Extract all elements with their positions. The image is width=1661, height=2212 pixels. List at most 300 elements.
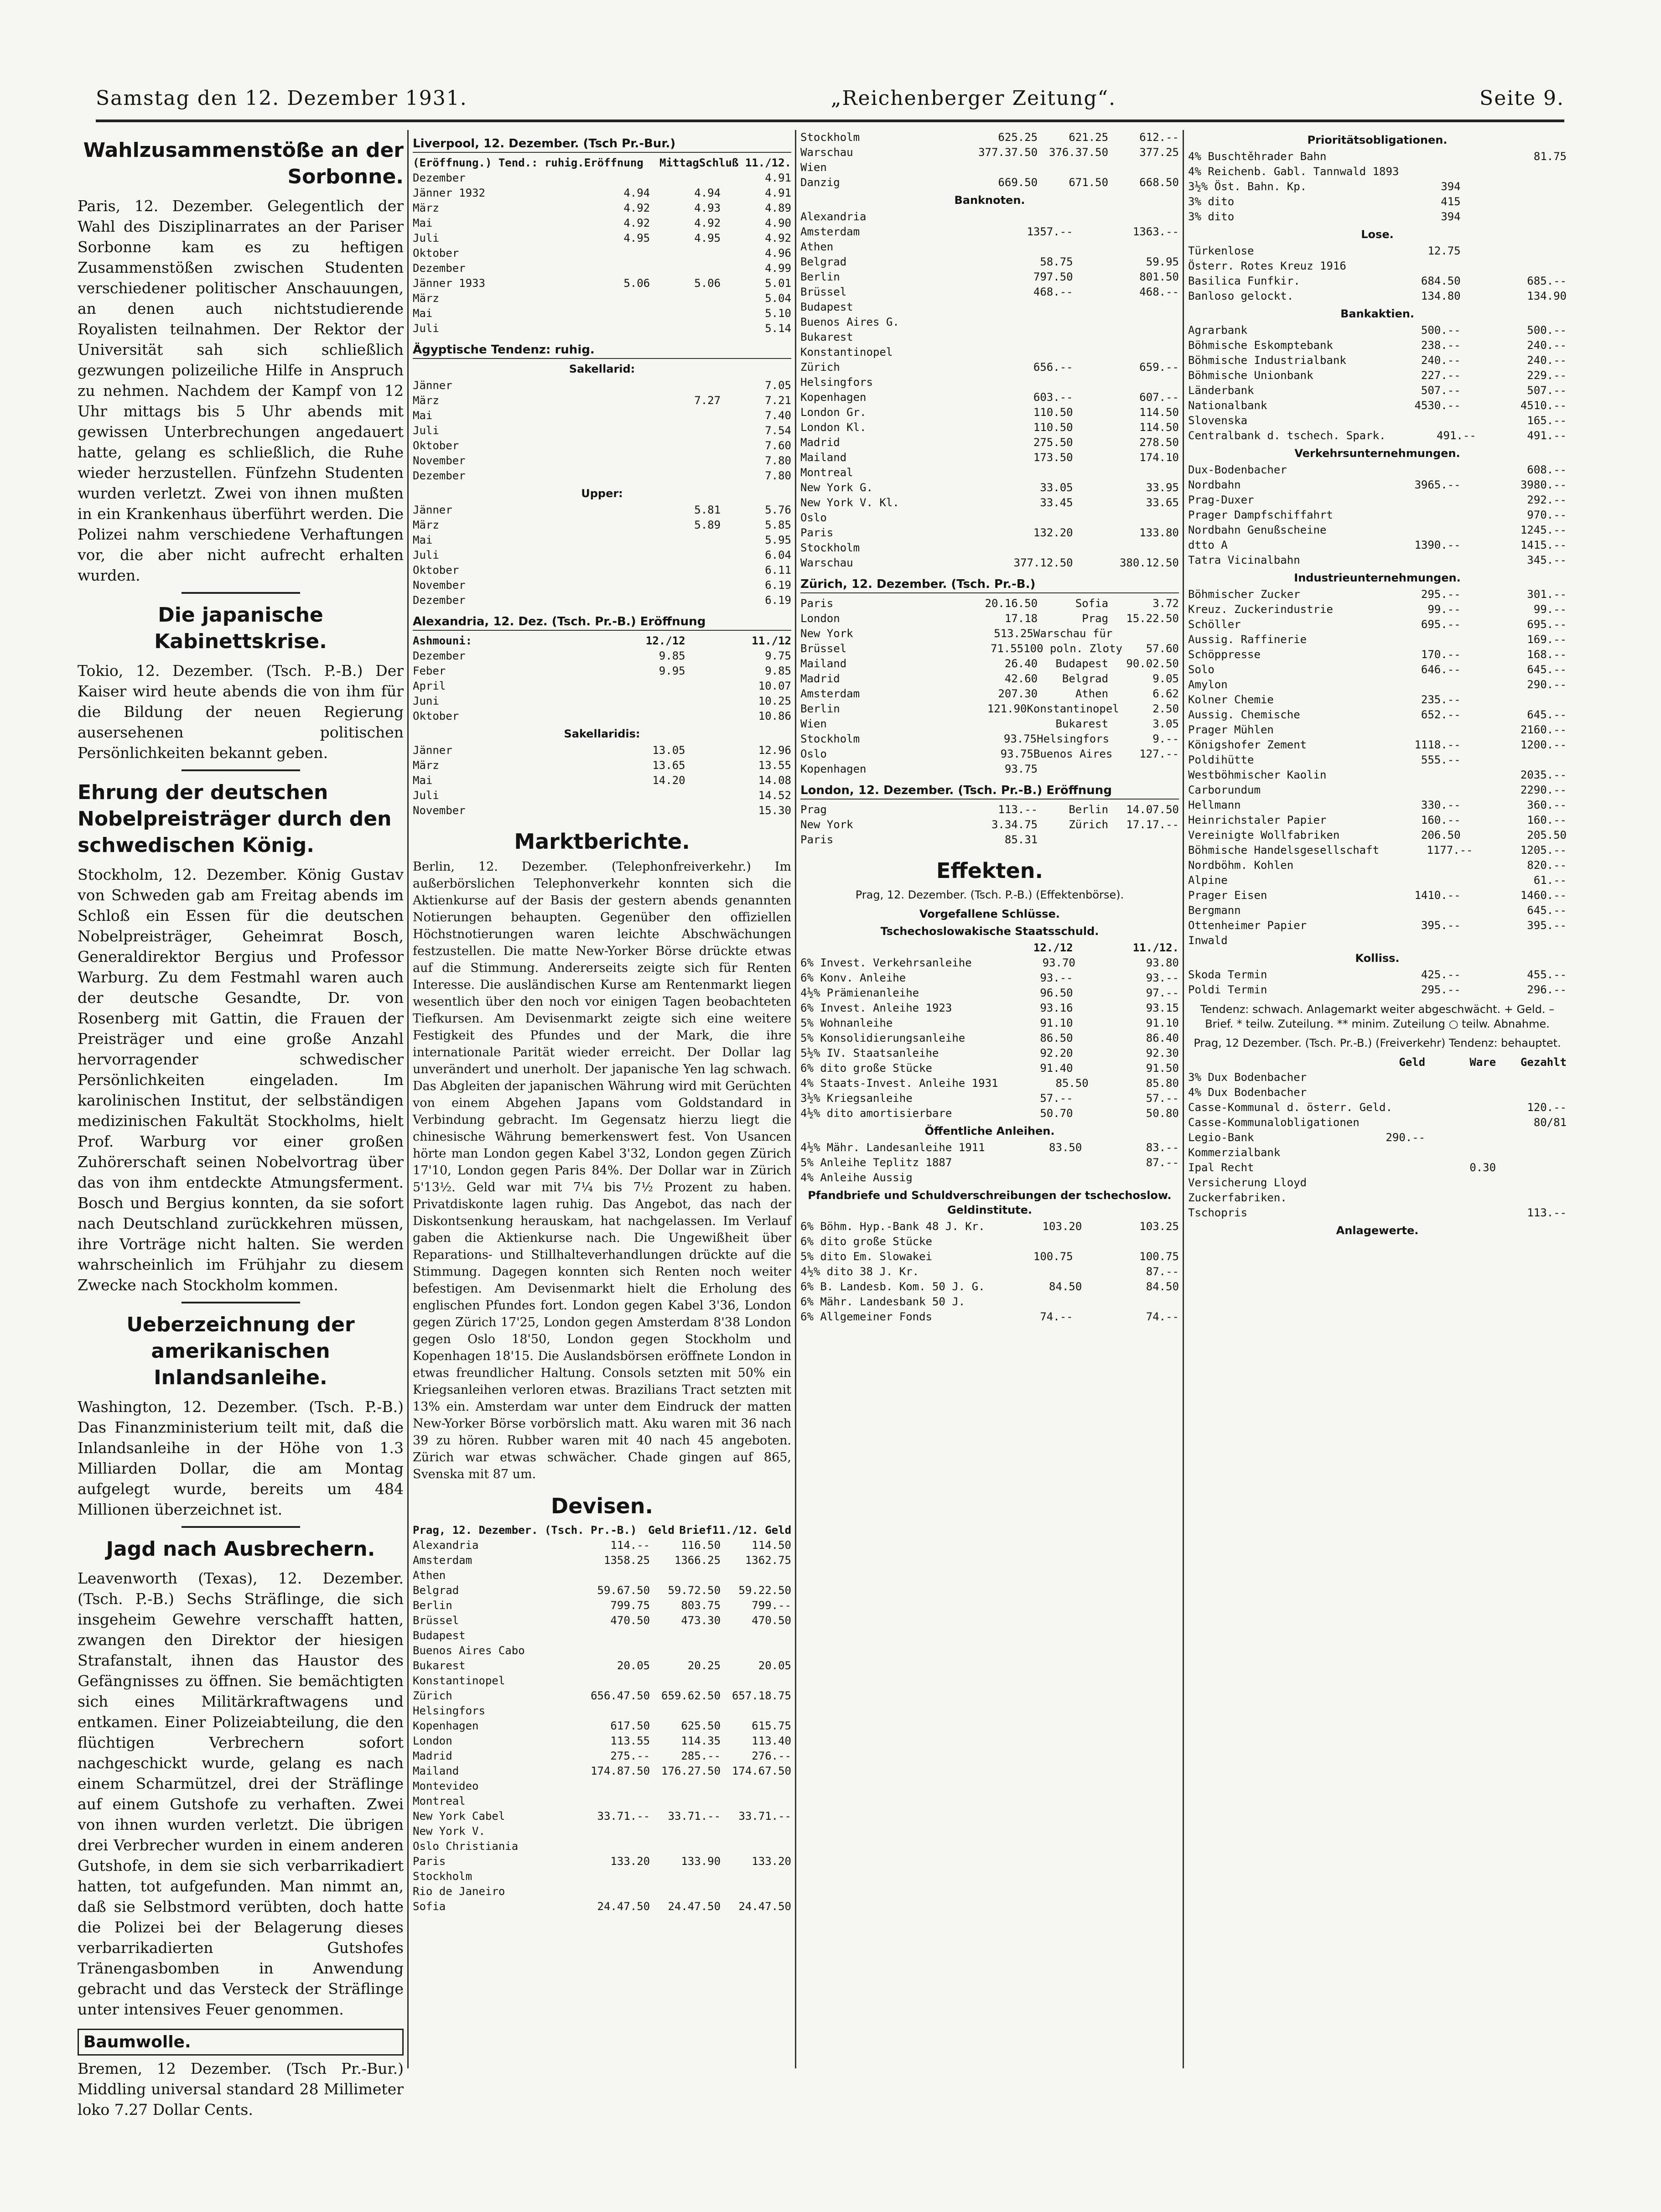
row-value — [650, 1703, 721, 1719]
row-value: 127.-- — [1139, 748, 1179, 760]
row-label: Athen — [413, 1569, 446, 1582]
tendenz-table — [1188, 1055, 1567, 1220]
row-label: 6% B. Landesb. Kom. 50 J. G. — [800, 1280, 985, 1293]
row-value: 278.50 — [1139, 436, 1179, 449]
table-row — [413, 1749, 791, 1764]
row-value — [1360, 1115, 1428, 1130]
row-value: 24.47.50 — [668, 1900, 721, 1913]
row-label: Alpine — [1188, 874, 1228, 887]
row-label: Tatra Vicinalbahn — [1188, 554, 1300, 566]
row-value — [721, 1673, 791, 1688]
row-value: 9.95 — [659, 665, 685, 677]
row-value — [579, 709, 685, 724]
row-label: Budapest — [800, 301, 853, 313]
row-value — [579, 1794, 650, 1809]
table-row — [413, 1884, 791, 1899]
row-value: 114.50 — [752, 1539, 791, 1552]
row-value: 61.-- — [1533, 874, 1567, 887]
row-value — [650, 408, 721, 423]
row-label: März — [413, 394, 439, 407]
row-value: Geld — [1399, 1056, 1426, 1069]
row-value — [579, 246, 650, 261]
row-value — [1461, 244, 1567, 259]
row-value: 93.75 — [1000, 748, 1033, 760]
row-label: Carborundum — [1188, 784, 1261, 796]
row-value — [579, 1839, 650, 1854]
row-label: Basilica Funfkir. — [1188, 275, 1300, 287]
table-row — [413, 1869, 791, 1884]
row-value — [650, 1824, 721, 1839]
row-value: 491.-- — [1437, 429, 1476, 442]
row-value: 134.80 — [1421, 290, 1461, 302]
column-markets — [413, 130, 791, 2068]
row-value: 113.-- — [998, 803, 1038, 816]
row-label: Böhmischer Zucker — [1188, 588, 1300, 601]
row-value: 86.50 — [1040, 1032, 1073, 1044]
row-value: 58.75 — [1040, 255, 1073, 268]
row-value: Budapest — [1055, 657, 1109, 670]
row-value — [1496, 1070, 1567, 1085]
table-row — [800, 1046, 1179, 1061]
table-row — [1188, 982, 1567, 997]
row-value — [650, 1839, 721, 1854]
row-value: 1410.-- — [1414, 889, 1461, 902]
row-label: Brüssel — [800, 286, 847, 298]
row-value: 1200.-- — [1520, 738, 1567, 751]
table-row — [800, 747, 1179, 762]
row-value: 4.92 — [623, 202, 650, 214]
table-row — [413, 1809, 791, 1824]
row-value — [1355, 903, 1460, 918]
table-row — [800, 450, 1179, 465]
table-row — [1188, 828, 1567, 843]
row-value: 395.-- — [1421, 919, 1461, 932]
row-label: 4½% dito 38 J. Kr. — [800, 1265, 919, 1278]
row-value — [1355, 1145, 1425, 1160]
row-value: 100.75 — [1033, 1250, 1073, 1263]
row-label: New York V. Kl. — [800, 496, 899, 509]
row-label: Jänner — [413, 504, 452, 516]
row-value: 7.21 — [765, 394, 791, 407]
liverpool-table — [413, 156, 791, 336]
zuerich-title: Zürich, 12. Dezember. (Tsch. Pr.-B.) — [800, 576, 1179, 593]
row-label: Paris — [800, 526, 834, 539]
row-label: Ottenheimer Papier — [1188, 919, 1307, 932]
row-value: 96.50 — [1040, 987, 1073, 999]
row-label: London Kl. — [800, 421, 867, 434]
row-value — [1073, 510, 1179, 525]
row-value — [967, 375, 1073, 390]
row-value: 165.-- — [1527, 414, 1567, 427]
table-row — [1188, 1085, 1567, 1100]
row-label: London Gr. — [800, 406, 867, 419]
table-row — [1188, 413, 1567, 428]
row-value — [650, 453, 721, 468]
row-label: Tschopris — [1188, 1206, 1248, 1219]
industrie-title: Industrieunternehmungen. — [1294, 571, 1461, 584]
row-value: 133.20 — [610, 1855, 650, 1868]
row-value: 3.05 — [1152, 717, 1179, 730]
row-value: 33.71.-- — [668, 1810, 721, 1823]
table-row — [800, 802, 1179, 817]
row-value — [579, 321, 650, 336]
row-label: Bergmann — [1188, 904, 1241, 917]
verkehr-title: Verkehrsunternehmungen. — [1294, 447, 1460, 460]
table-row — [800, 1016, 1179, 1031]
row-label: Casse-Kommunal d. österr. Geld. — [1188, 1101, 1392, 1114]
row-value — [1073, 540, 1179, 556]
row-label: Stockholm — [800, 541, 860, 554]
row-value — [967, 1294, 1073, 1309]
row-label: Buenos Aires G. — [800, 316, 899, 328]
bankaktien-table — [1188, 323, 1567, 443]
row-value: 1205.-- — [1520, 844, 1567, 857]
row-label — [800, 940, 967, 955]
row-label: Kreuz. Zuckerindustrie — [1188, 603, 1333, 616]
table-row — [800, 1091, 1179, 1106]
table-row — [413, 563, 791, 578]
row-value: 4.95 — [694, 232, 721, 244]
table-row — [800, 160, 1179, 175]
row-value: 3.72 — [1152, 597, 1179, 610]
row-value — [1108, 832, 1179, 847]
row-value: 110.50 — [1033, 421, 1073, 434]
table-row — [1188, 1205, 1567, 1220]
row-value: Belgrad — [1062, 672, 1109, 685]
row-label: Juni — [413, 695, 439, 707]
table-row — [413, 1538, 791, 1553]
table-row — [1188, 462, 1567, 478]
row-value — [721, 1643, 791, 1658]
row-value: 9.-- — [1152, 732, 1179, 745]
row-label: 3½% Kriegsanleihe — [800, 1092, 913, 1105]
table-row — [1188, 289, 1567, 304]
row-value: 6.19 — [765, 594, 791, 607]
table-row — [800, 285, 1179, 300]
article-headline: Jagd nach Ausbrechern. — [106, 1537, 375, 1561]
row-value — [1073, 1170, 1179, 1185]
row-value: 1118.-- — [1414, 738, 1461, 751]
row-label: Mai — [413, 307, 433, 320]
table-row — [800, 510, 1179, 525]
row-value — [1073, 375, 1179, 390]
row-label: Türkenlose — [1188, 244, 1254, 257]
row-value — [1461, 259, 1567, 274]
row-value — [579, 378, 650, 393]
table-row — [800, 1249, 1179, 1264]
row-label: Montreal — [413, 1795, 466, 1807]
row-label: 6% Konv. Anleihe — [800, 971, 906, 984]
table-row — [413, 758, 791, 773]
row-value: 92.30 — [1146, 1047, 1179, 1059]
row-value: 5.89 — [694, 519, 721, 531]
effekten-subtitle: Prag, 12. Dezember. (Tsch. P.-B.) (Effektenbörse). — [855, 888, 1124, 901]
table-row — [800, 817, 1179, 832]
table-row — [800, 1076, 1179, 1091]
row-label: Bukarest — [413, 1659, 466, 1672]
row-label: Dezember — [413, 469, 466, 482]
row-value: 645.-- — [1527, 708, 1567, 721]
row-value: 695.-- — [1421, 618, 1461, 631]
table-row — [800, 1309, 1179, 1324]
row-label: Wien — [800, 161, 827, 174]
row-label: Rio de Janeiro — [413, 1885, 505, 1898]
row-value: 59.95 — [1146, 255, 1179, 268]
table-row — [1188, 368, 1567, 383]
article-body: Leavenworth (Texas), 12. Dezember. (Tsch. P.-B.) Sechs Sträflinge, die sich insgeheim Gewehre verschafft hatten, zwangen den Direktor der hiesigen Strafanstalt, ihnen das Haustor des Gefängnisses zu öffnen. Sie bemächtigten sich eines Militärkraftwagens und entkamen. Einer Polizeiabteilung, die den flüchtigen Verbrechern sofort nachgeschickt wurde, gelang es nach einem Scharmützel, drei der Sträflinge auf einem Gutshofe zu verhaften. Zwei von ihnen wurden verletzt. Die übrigen drei Verbrecher wurden in einem anderen Gutshofe, in dem sie sich verbarrikadiert hatten, tot aufgefunden. Man nimmt an, daß sie Selbstmord verübten, doch hatte die Polizei bei der Belagerung dieses verbarrikadierten Gutshofes Tränengasbomben in Anwendung gebracht und das Versteck der Sträflinge unter intensives Feuer genommen. — [78, 1569, 404, 2018]
row-value — [1461, 179, 1567, 194]
row-value: 470.50 — [752, 1614, 791, 1627]
row-value: 625.25 — [998, 131, 1038, 144]
row-label: Agrarbank — [1188, 324, 1248, 337]
row-value: 7.54 — [765, 424, 791, 437]
row-label: Nationalbank — [1188, 399, 1267, 412]
row-label: Banloso gelockt. — [1188, 290, 1294, 302]
row-value — [579, 1824, 650, 1839]
row-label: Montevideo — [413, 1780, 479, 1792]
row-value: 10.86 — [758, 710, 791, 722]
row-label: Oktober — [413, 439, 459, 452]
row-value: 2290.-- — [1520, 784, 1567, 796]
row-label: Westböhmischer Kaolin — [1188, 768, 1327, 781]
table-row — [413, 694, 791, 709]
row-value — [1038, 762, 1108, 777]
row-label: 4% Anleihe Aussig — [800, 1171, 913, 1184]
column-divider — [1183, 130, 1184, 2068]
row-value: 276.-- — [752, 1750, 791, 1762]
table-row — [1188, 338, 1567, 353]
row-value — [650, 261, 721, 276]
table-row — [1188, 843, 1567, 858]
row-label: Kopenhagen — [800, 391, 867, 404]
row-value: 621.25 — [1069, 131, 1109, 144]
table-row — [800, 1279, 1179, 1294]
table-row — [800, 480, 1179, 495]
row-value — [579, 423, 650, 438]
table-row — [800, 1264, 1179, 1279]
row-value: 93.-- — [1146, 971, 1179, 984]
table-row — [413, 261, 791, 276]
row-value: 301.-- — [1527, 588, 1567, 601]
row-value: 1366.25 — [674, 1554, 721, 1567]
row-value: 656.-- — [1033, 361, 1073, 374]
row-value — [1425, 1070, 1496, 1085]
row-value — [1428, 1115, 1497, 1130]
table-row — [800, 1234, 1179, 1249]
row-value: 6.11 — [765, 564, 791, 576]
table-row — [1188, 1115, 1567, 1130]
separator — [182, 769, 300, 771]
row-value — [650, 563, 721, 578]
row-label: Budapest — [413, 1629, 466, 1642]
row-value: 11./12. Geld — [712, 1524, 792, 1537]
row-value — [1355, 1070, 1425, 1085]
table-row — [800, 1219, 1179, 1234]
row-label: März — [413, 759, 439, 772]
row-value: 617.50 — [610, 1719, 650, 1732]
row-label: (Eröffnung.) Tend.: ruhig. — [413, 156, 584, 169]
table-row — [413, 649, 791, 664]
row-value: 91.50 — [1146, 1062, 1179, 1075]
row-value: 59.67.50 — [597, 1584, 650, 1597]
table-row — [800, 656, 1179, 671]
row-value: 11./12. — [1132, 941, 1179, 954]
row-label: Poldihütte — [1188, 753, 1254, 766]
row-value — [1461, 933, 1567, 948]
row-value: 10.07 — [758, 680, 791, 692]
table-row — [1188, 553, 1567, 568]
row-value: 100.75 — [1139, 1250, 1179, 1263]
row-value: 6.19 — [765, 579, 791, 592]
table-row — [413, 803, 791, 818]
row-label: Casse-Kommunalobligationen — [1188, 1116, 1360, 1129]
row-value: 91.40 — [1040, 1062, 1073, 1075]
row-value: 235.-- — [1421, 693, 1461, 706]
table-row — [800, 955, 1179, 971]
row-label: 3% Dux Bodenbacher — [1188, 1071, 1307, 1084]
row-label — [1188, 1055, 1355, 1070]
table-row — [413, 306, 791, 321]
table-row — [1188, 428, 1567, 443]
row-value — [1425, 1205, 1496, 1220]
row-value: Gezahlt — [1520, 1056, 1567, 1069]
table-row — [800, 701, 1179, 717]
row-value — [650, 468, 721, 483]
row-value — [1355, 413, 1460, 428]
row-value — [967, 510, 1073, 525]
row-value: 240.-- — [1527, 354, 1567, 367]
row-label: Dezember — [413, 262, 466, 275]
row-label: Jänner — [413, 744, 452, 757]
row-value — [1355, 632, 1460, 647]
row-label: Prager Dampfschiffahrt — [1188, 509, 1333, 521]
table-row — [413, 664, 791, 679]
table-row — [1188, 933, 1567, 948]
table-row — [1188, 692, 1567, 707]
table-row — [413, 1899, 791, 1914]
row-value: 4.89 — [765, 202, 791, 214]
row-value: 229.-- — [1527, 369, 1567, 382]
table-row — [800, 345, 1179, 360]
table-row — [1188, 1130, 1567, 1145]
row-label: Aussig. Chemische — [1188, 708, 1300, 721]
table-row — [413, 468, 791, 483]
header-page-number: Seite 9. — [1479, 86, 1564, 110]
table-row — [413, 788, 791, 803]
row-value: 42.60 — [1004, 672, 1038, 685]
row-label: Königshofer Zement — [1188, 738, 1307, 751]
row-value: 207.30 — [998, 687, 1038, 700]
table-row — [413, 1719, 791, 1734]
table-row — [800, 1170, 1179, 1185]
row-value: 7.05 — [765, 379, 791, 392]
row-value — [1483, 164, 1567, 179]
row-value: 685.-- — [1527, 275, 1567, 287]
row-value: Prag — [1082, 612, 1109, 625]
row-label: Oslo — [800, 511, 827, 524]
table-row — [413, 679, 791, 694]
row-value: 507.-- — [1421, 384, 1461, 397]
table-row — [800, 175, 1179, 190]
prior-table — [1188, 149, 1567, 224]
table-row — [1188, 1070, 1567, 1085]
liverpool-title: Liverpool, 12. Dezember. (Tsch Pr.-Bur.) — [413, 135, 791, 153]
separator — [182, 592, 300, 594]
table-row — [413, 276, 791, 291]
row-label: Österr. Rotes Kreuz 1916 — [1188, 260, 1346, 272]
table-row — [800, 671, 1179, 686]
table-row — [1188, 209, 1567, 224]
row-value — [1399, 164, 1483, 179]
table-row — [800, 1155, 1179, 1170]
row-label: Berlin — [800, 270, 840, 283]
column-currency — [800, 130, 1179, 2068]
marktberichte-title: Marktberichte. — [514, 829, 690, 854]
row-label: Berlin — [413, 1599, 452, 1612]
row-value — [721, 1794, 791, 1809]
row-value — [1425, 1145, 1496, 1160]
baumwolle-body: Bremen, 12 Dezember. (Tsch Pr.-Bur.) Middling universal standard 28 Millimeter loko 7.27 Dollar Cents. — [78, 2060, 404, 2119]
table-row — [413, 709, 791, 724]
table-row — [1188, 398, 1567, 413]
row-value: 669.50 — [998, 176, 1038, 189]
row-value: 174.87.50 — [591, 1765, 650, 1777]
table-row — [800, 435, 1179, 450]
egypt-sakellarid-table — [413, 378, 791, 483]
row-value: 93.70 — [1042, 956, 1075, 969]
row-label: Amsterdam — [800, 687, 860, 700]
row-value: 113.40 — [752, 1734, 791, 1747]
table-row — [413, 1598, 791, 1613]
table-row — [1188, 164, 1567, 179]
row-value: Bukarest — [1055, 717, 1109, 730]
row-value — [579, 468, 650, 483]
row-value: 645.-- — [1527, 663, 1567, 676]
row-label: Centralbank d. tschech. Spark. — [1188, 429, 1386, 442]
row-value: 132.20 — [1033, 526, 1073, 539]
table-row — [1188, 647, 1567, 662]
row-label: Kolner Chemie — [1188, 693, 1274, 706]
row-value: 4.90 — [765, 217, 791, 229]
row-label: 6% dito große Stücke — [800, 1235, 932, 1248]
tendenz-prag: Prag, 12 Dezember. (Tsch. Pr.-B.) (Freiverkehr) Tendenz: behauptet. — [1194, 1037, 1561, 1049]
row-label: New York V. — [413, 1825, 485, 1838]
row-value — [721, 1839, 791, 1854]
table-row — [413, 503, 791, 518]
row-value: 513.25 — [994, 627, 1033, 640]
row-value — [579, 803, 685, 818]
row-value — [1355, 873, 1460, 888]
row-label: Mai — [413, 409, 433, 422]
effekten-sub3: Tschechoslowakische Staatsschuld. — [880, 925, 1099, 938]
row-label: Nordbahn Genußscheine — [1188, 524, 1327, 536]
row-label: Hellmann — [1188, 799, 1241, 811]
row-value — [1461, 753, 1567, 768]
row-value — [650, 378, 721, 393]
row-value — [579, 788, 685, 803]
header-title: „Reichenberger Zeitung“. — [830, 86, 1116, 110]
row-value: 659.-- — [1139, 361, 1179, 374]
row-value: 174.67.50 — [732, 1765, 791, 1777]
row-label: Juli — [413, 322, 439, 335]
row-value: 114.35 — [681, 1734, 721, 1747]
row-value — [1112, 626, 1179, 641]
row-value: 292.-- — [1527, 493, 1567, 506]
row-label: Paris — [800, 597, 834, 610]
row-value: 2.50 — [1152, 702, 1179, 715]
row-value: 87.-- — [1146, 1265, 1179, 1278]
row-value: 376.37.50 — [1049, 146, 1109, 159]
